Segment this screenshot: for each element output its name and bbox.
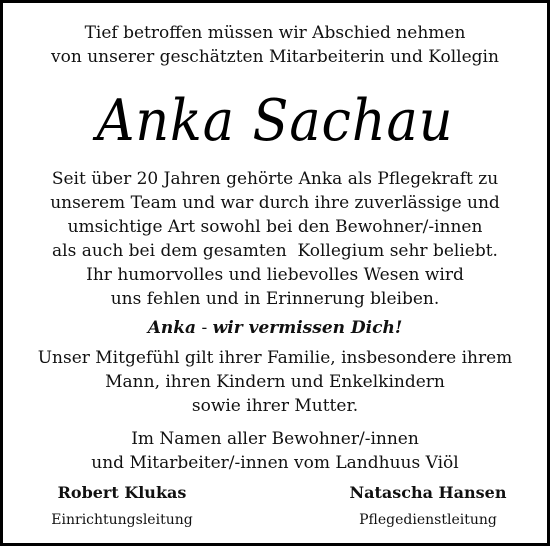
tribute-text <box>3 167 547 311</box>
signer-right <box>313 481 543 532</box>
tribute-line: unserem Team und war durch ihre zuverlässige und <box>50 193 500 213</box>
tribute-line: umsichtige Art sowohl bei den Bewohner/-innen <box>67 217 483 237</box>
tribute-line: Seit über 20 Jahren gehörte Anka als Pflegekraft zu <box>51 169 499 189</box>
motto-phrase: wir vermissen Dich! <box>212 318 403 338</box>
on-behalf-text <box>3 427 547 475</box>
signer-left <box>7 481 237 532</box>
tribute-line: Ihr humorvolles und liebevolles Wesen wird <box>86 265 464 285</box>
sympathy-line: Mann, ihren Kindern und Enkelkindern <box>105 372 445 392</box>
motto-separator: - <box>196 318 213 338</box>
signer-name: Robert Klukas <box>57 483 187 502</box>
motto <box>3 316 547 340</box>
intro-line: Tief betroffen müssen wir Abschied nehmen <box>84 23 466 43</box>
signer-role: Pflegedienstleitung <box>359 512 497 528</box>
behalf-line: und Mitarbeiter/-innen vom Landhuus Viöl <box>91 453 459 473</box>
tribute-line: als auch bei dem gesamten Kollegium sehr beliebt. <box>52 241 498 261</box>
behalf-line: Im Namen aller Bewohner/-innen <box>131 429 419 449</box>
intro-text <box>3 21 547 69</box>
sympathy-line: Unser Mitgefühl gilt ihrer Familie, insbesondere ihrem <box>37 348 513 368</box>
sympathy-line: sowie ihrer Mutter. <box>191 396 359 416</box>
motto-name: Anka <box>147 318 197 338</box>
deceased-name: Anka Sachau <box>96 88 454 154</box>
signatures <box>3 481 547 531</box>
intro-line: von unserer geschätzten Mitarbeiterin und Kollegin <box>51 47 499 67</box>
tribute-line: uns fehlen und in Erinnerung bleiben. <box>110 289 440 309</box>
sympathy-text <box>3 346 547 418</box>
signer-name: Natascha Hansen <box>349 483 507 502</box>
signer-role: Einrichtungsleitung <box>51 512 193 528</box>
